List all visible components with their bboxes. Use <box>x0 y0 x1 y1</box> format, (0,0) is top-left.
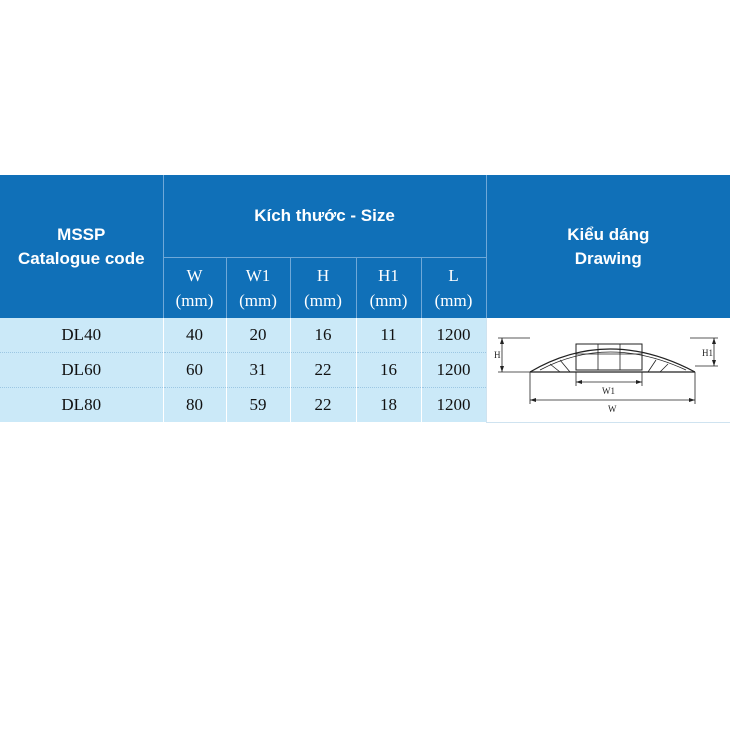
label-w: W <box>608 403 617 414</box>
col-header-h <box>290 258 356 319</box>
col-header-w1 <box>226 258 290 319</box>
catalogue-code-header-line2: Catalogue code <box>17 248 145 268</box>
table-row <box>0 318 730 353</box>
duct-outer-arc <box>530 349 695 372</box>
col-header-h1-unit: (mm) <box>369 291 408 310</box>
drawing-header-line1: Kiểu dáng <box>567 224 650 244</box>
col-header-h1 <box>356 258 421 319</box>
cell-h1: 11 <box>356 318 421 353</box>
cell-w: 80 <box>163 388 226 423</box>
cell-h1: 18 <box>356 388 421 423</box>
col-header-l <box>421 258 486 319</box>
drawing-header <box>486 175 730 318</box>
cell-code: DL40 <box>0 318 163 353</box>
col-header-h-name: H <box>316 266 330 285</box>
cell-l: 1200 <box>421 353 486 388</box>
size-header: Kích thước - Size <box>163 175 486 258</box>
cell-h: 22 <box>290 353 356 388</box>
col-header-l-unit: (mm) <box>434 291 473 310</box>
col-header-h1-name: H1 <box>378 266 399 285</box>
cell-w1: 20 <box>226 318 290 353</box>
drawing-header-line2: Drawing <box>574 248 642 268</box>
label-h1: H1 <box>702 347 714 358</box>
cell-l: 1200 <box>421 318 486 353</box>
cell-w: 60 <box>163 353 226 388</box>
col-header-w1-name: W1 <box>245 266 271 285</box>
col-header-w <box>163 258 226 319</box>
cell-h: 22 <box>290 388 356 423</box>
col-header-l-name: L <box>448 266 459 285</box>
col-header-w-unit: (mm) <box>175 291 214 310</box>
cell-w: 40 <box>163 318 226 353</box>
cell-h: 16 <box>290 318 356 353</box>
cell-w1: 59 <box>226 388 290 423</box>
catalogue-code-header <box>0 175 163 318</box>
label-h: H <box>494 349 501 360</box>
catalogue-code-header-line1: MSSP <box>57 224 106 244</box>
col-header-w1-unit: (mm) <box>239 291 277 310</box>
col-header-w-name: W <box>186 266 203 285</box>
drawing-cell <box>486 318 730 422</box>
cell-code: DL60 <box>0 353 163 388</box>
cell-code: DL80 <box>0 388 163 423</box>
spec-table <box>0 175 730 423</box>
col-header-h-unit: (mm) <box>304 291 342 310</box>
cell-w1: 31 <box>226 353 290 388</box>
cell-h1: 16 <box>356 353 421 388</box>
duct-channel <box>576 344 642 370</box>
cell-l: 1200 <box>421 388 486 423</box>
cable-duct-drawing <box>490 324 726 416</box>
label-w1: W1 <box>602 385 616 396</box>
